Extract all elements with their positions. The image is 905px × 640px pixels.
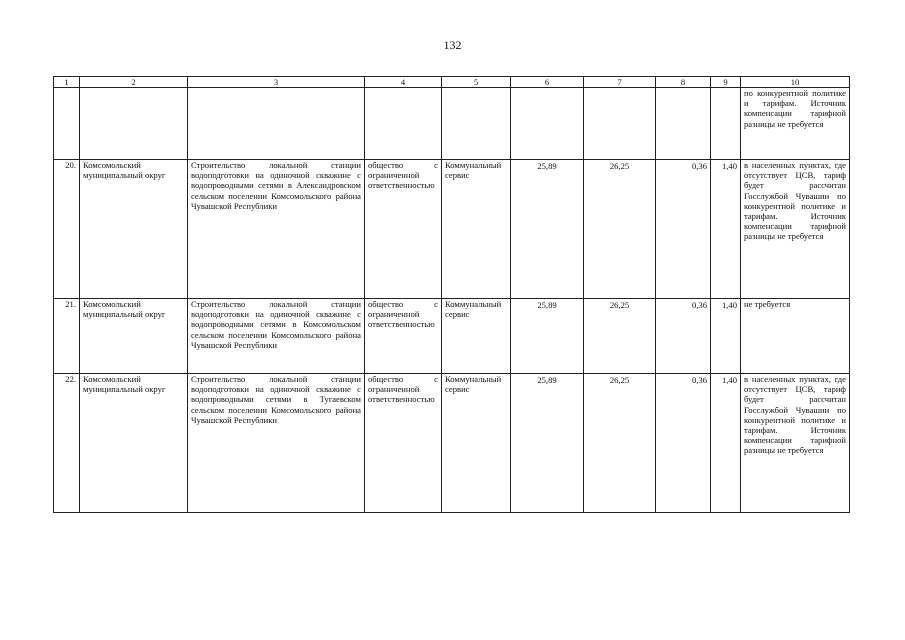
value-cell-7: 26,25 [584,299,656,374]
table-cell [54,88,80,160]
column-header: 6 [511,77,584,88]
table-cell [442,88,511,160]
project-cell: Строительство локальной станции водоподготовки на одиночной скважине с водопроводными сетями в Александровском сельском поселении Комсомольского района Чувашской Республики [188,160,365,299]
column-header: 3 [188,77,365,88]
value-cell-8: 0,36 [656,299,711,374]
value-cell-9: 1,40 [711,299,741,374]
page-number: 132 [443,38,462,52]
column-header: 2 [80,77,188,88]
organization-cell: Коммунальный сервис [442,160,511,299]
note-cell: в населенных пунктах, где отсутствует ЦСВ, тариф будет рассчитан Госслужбой Чувашии по конкурентной политике и тарифам. Источник компенсации тарифной разницы не требуется [741,160,850,299]
project-cell: Строительство локальной станции водоподготовки на одиночной скважине с водопроводными сетями в Комсомольском сельском поселении Комсомольского района Чувашской Республики [188,299,365,374]
value-cell-8: 0,36 [656,374,711,513]
note-cell: в населенных пунктах, где отсутствует ЦСВ, тариф будет рассчитан Госслужбой Чувашии по конкурентной политике и тарифам. Источник компенсации тарифной разницы не требуется [741,374,850,513]
value-cell-7: 26,25 [584,374,656,513]
column-header: 4 [365,77,442,88]
column-header: 7 [584,77,656,88]
table-cell [511,88,584,160]
column-header: 5 [442,77,511,88]
value-cell-7: 26,25 [584,160,656,299]
table-cell [584,88,656,160]
table-row-continuation [54,88,850,160]
org-form-cell: общество с ограниченной ответственностью [365,374,442,513]
table-header-row [54,77,850,88]
value-cell-6: 25,89 [511,299,584,374]
note-cell: не требуется [741,299,850,374]
data-table [53,76,850,513]
value-cell-9: 1,40 [711,160,741,299]
table-row [54,374,850,513]
table-cell [80,88,188,160]
municipality-cell: Комсомольский муниципальный округ [80,374,188,513]
note-cell: по конкурентной политике и тарифам. Источник компенсации тарифной разницы не требуется [741,88,850,160]
municipality-cell: Комсомольский муниципальный округ [80,299,188,374]
organization-cell: Коммунальный сервис [442,299,511,374]
row-number: 22. [54,374,80,513]
org-form-cell: общество с ограниченной ответственностью [365,160,442,299]
table-row [54,160,850,299]
column-header: 1 [54,77,80,88]
column-header: 10 [741,77,850,88]
row-number: 21. [54,299,80,374]
table-cell [711,88,741,160]
value-cell-8: 0,36 [656,160,711,299]
municipality-cell: Комсомольский муниципальный округ [80,160,188,299]
table-row [54,299,850,374]
value-cell-6: 25,89 [511,160,584,299]
table-cell [188,88,365,160]
org-form-cell: общество с ограниченной ответственностью [365,299,442,374]
value-cell-9: 1,40 [711,374,741,513]
organization-cell: Коммунальный сервис [442,374,511,513]
project-cell: Строительство локальной станции водоподготовки на одиночной скважине с водопроводными сетями в Тугаевском сельском поселении Комсомольского района Чувашской Республики [188,374,365,513]
table-cell [656,88,711,160]
table-cell [365,88,442,160]
column-header: 9 [711,77,741,88]
column-header: 8 [656,77,711,88]
row-number: 20. [54,160,80,299]
value-cell-6: 25,89 [511,374,584,513]
